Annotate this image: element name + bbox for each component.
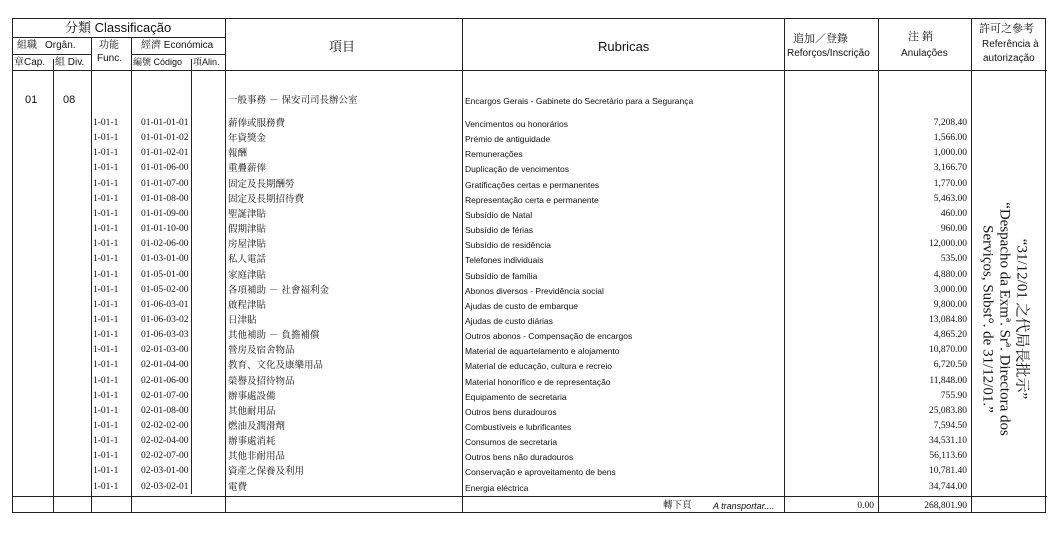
row-func: 1-01-1	[93, 163, 119, 174]
col-line	[91, 37, 92, 512]
row-rubrica-pt: Abonos diversos - Previdência social	[465, 285, 604, 296]
row-rubrica-pt: Telefones individuais	[465, 255, 544, 266]
row-code: 01-03-01-00	[141, 254, 189, 265]
row-code: 02-03-02-01	[141, 481, 189, 492]
row-item-cn: 其他非耐用品	[228, 451, 286, 463]
row-item-cn: 固定及長期招待費	[228, 193, 305, 205]
row-anulacao: 3,166.70	[933, 163, 967, 174]
row-item-cn: 資產之保養及利用	[228, 466, 305, 478]
row-func: 1-01-1	[93, 133, 119, 144]
header-line	[13, 70, 1047, 71]
row-anulacao: 4,865.20	[933, 330, 967, 341]
row-code: 02-02-07-00	[141, 451, 189, 462]
row-func: 1-01-1	[93, 178, 119, 189]
row-anulacao: 960.00	[940, 224, 967, 235]
row-code: 01-06-03-02	[141, 314, 189, 325]
group-name-pt: Encargos Gerais - Gabinete do Secretário para a Segurança	[465, 96, 694, 106]
classificacao-header: 分類 Classificação	[65, 20, 172, 35]
row-func: 1-01-1	[93, 345, 119, 356]
col-line	[53, 59, 54, 512]
budget-sheet	[12, 18, 1046, 513]
referencia-header-pt1: Referência à	[982, 39, 1039, 50]
codigo-header: 編號 Código	[133, 57, 183, 67]
row-anulacao: 535.00	[940, 254, 967, 265]
row-anulacao: 34,531.10	[929, 436, 967, 447]
col-line	[191, 59, 192, 494]
row-anulacao: 6,720.50	[933, 360, 967, 371]
referencia-header-pt2: autorização	[983, 53, 1035, 64]
cap-header: 章Cap.	[14, 57, 46, 68]
row-rubrica-pt: Vencimentos ou honorários	[465, 119, 569, 129]
row-func: 1-01-1	[93, 254, 119, 265]
row-item-cn: 固定及長期酬勞	[228, 178, 295, 190]
row-rubrica-pt: Gratificações certas e permanentes	[465, 179, 600, 190]
row-anulacao: 5,463.00	[933, 193, 967, 204]
anulacoes-header-cn: 注 銷	[908, 31, 934, 43]
anulacoes-total: 268,801.90	[924, 501, 967, 511]
row-code: 01-01-06-00	[141, 163, 189, 174]
row-func: 1-01-1	[93, 284, 119, 295]
row-func: 1-01-1	[93, 239, 119, 250]
row-anulacao: 1,770.00	[933, 178, 967, 189]
row-func: 1-01-1	[93, 314, 119, 325]
row-item-cn: 辦事處設備	[228, 390, 276, 402]
row-rubrica-pt: Subsídio de residência	[465, 240, 552, 251]
row-func: 1-01-1	[93, 421, 119, 431]
group-cap: 01	[25, 94, 38, 106]
row-anulacao: 7,208.40	[933, 118, 967, 128]
row-rubrica-pt: Consumos de secretaria	[465, 437, 558, 448]
funcional-header-cn: 功能	[99, 40, 119, 51]
row-func: 1-01-1	[93, 224, 119, 235]
col-line	[462, 19, 463, 512]
header-line	[131, 54, 225, 55]
row-item-cn: 教育、文化及康樂用品	[228, 360, 324, 372]
row-func: 1-01-1	[93, 299, 119, 310]
row-code: 01-01-01-01	[141, 118, 189, 128]
row-rubrica-pt: Combustíveis e lubrificantes	[465, 422, 572, 432]
row-func: 1-01-1	[93, 330, 119, 341]
row-code: 02-01-03-00	[141, 345, 189, 356]
row-rubrica-pt: Representação certa e permanente	[465, 194, 599, 205]
row-item-cn: 房屋津貼	[228, 239, 267, 251]
row-item-cn: 其他補助 － 負擔補償	[228, 330, 320, 342]
reforcos-header-pt: Reforços/Inscrição	[787, 48, 870, 59]
row-func: 1-01-1	[93, 390, 119, 401]
row-anulacao: 755.90	[940, 390, 967, 401]
authorization-line-3: Serviços, Subst°. de 31/12/01.”	[979, 225, 996, 413]
carry-label-pt: A transportar....	[713, 501, 775, 511]
row-anulacao: 10,870.00	[929, 345, 967, 356]
row-item-cn: 薪俸或服務費	[228, 118, 286, 129]
authorization-note	[979, 202, 1030, 436]
anulacoes-header-pt: Anulações	[901, 48, 948, 59]
organica-header-pt: Orgân.	[45, 40, 76, 51]
economica-header: 經濟 Económica	[141, 40, 214, 51]
row-code: 01-06-03-01	[141, 299, 189, 310]
row-func: 1-01-1	[93, 360, 119, 371]
row-rubrica-pt: Material honorífico e de representação	[465, 376, 611, 387]
row-rubrica-pt: Material de educação, cultura e recreio	[465, 361, 612, 372]
row-anulacao: 460.00	[940, 208, 967, 219]
row-anulacao: 10,781.40	[929, 466, 967, 477]
referencia-header-cn: 許可之參考	[979, 23, 1034, 35]
row-code: 01-01-08-00	[141, 193, 189, 204]
div-header: 組 Div.	[55, 57, 85, 68]
items-header-cn: 項目	[329, 39, 356, 54]
row-code: 01-05-01-00	[141, 269, 189, 280]
authorization-line-2: “Despacho da Exmª. Srª. Directora dos	[996, 202, 1013, 436]
row-anulacao: 56,113.60	[929, 451, 967, 462]
row-code: 01-01-01-02	[141, 133, 189, 144]
row-item-cn: 啟程津貼	[228, 299, 267, 311]
group-div: 08	[63, 94, 76, 106]
row-anulacao: 12,000.00	[929, 239, 967, 250]
row-code: 01-01-07-00	[141, 178, 189, 189]
row-code: 02-01-06-00	[141, 375, 189, 386]
row-anulacao: 9,800.00	[933, 299, 967, 310]
col-line	[784, 19, 785, 512]
row-code: 01-02-06-00	[141, 239, 189, 250]
row-func: 1-01-1	[93, 481, 119, 492]
row-anulacao: 1,000.00	[933, 148, 967, 159]
row-item-cn: 假期津貼	[228, 224, 267, 236]
row-item-cn: 家庭津貼	[228, 269, 267, 281]
row-anulacao: 3,000.00	[933, 284, 967, 295]
row-anulacao: 34,744.00	[929, 481, 967, 492]
row-item-cn: 私人電話	[228, 254, 267, 266]
reforcos-header-cn: 追加／登錄	[793, 33, 848, 45]
row-code: 01-01-02-01	[141, 148, 189, 159]
row-code: 01-01-09-00	[141, 208, 189, 219]
row-item-cn: 報酬	[228, 148, 248, 160]
row-anulacao: 1,566.00	[933, 133, 967, 144]
row-func: 1-01-1	[93, 193, 119, 204]
row-anulacao: 25,083.80	[929, 405, 967, 416]
row-item-cn: 日津貼	[228, 314, 257, 326]
row-rubrica-pt: Equipamento de secretaria	[465, 391, 567, 402]
row-rubrica-pt: Subsídio de férias	[465, 225, 534, 236]
row-code: 02-03-01-00	[141, 466, 189, 477]
row-code: 01-05-02-00	[141, 284, 189, 295]
row-item-cn: 其他耐用品	[228, 405, 276, 417]
group-name-cn: 一般事務 － 保安司司長辦公室	[228, 95, 358, 106]
row-func: 1-01-1	[93, 208, 119, 219]
funcional-header-pt: Func.	[97, 53, 123, 64]
row-rubrica-pt: Outros abonos - Compensação de encargos	[465, 331, 633, 342]
row-func: 1-01-1	[93, 375, 119, 386]
row-rubrica-pt: Subsídio de Natal	[465, 209, 533, 220]
row-rubrica-pt: Duplicação de vencimentos	[465, 164, 569, 175]
row-func: 1-01-1	[93, 466, 119, 477]
organica-header-cn: 組職	[17, 40, 37, 51]
row-rubrica-pt: Ajudas de custo de embarque	[465, 300, 578, 311]
row-rubrica-pt: Outros bens duradouros	[465, 406, 557, 417]
row-rubrica-pt: Conservação e aproveitamento de bens	[465, 467, 616, 478]
alin-header: 項Alin.	[193, 57, 220, 67]
row-func: 1-01-1	[93, 451, 119, 462]
header-line	[13, 37, 225, 38]
authorization-line-1: “31/12/01 之代局長批示”	[1013, 238, 1030, 400]
row-func: 1-01-1	[93, 436, 119, 447]
row-code: 02-02-04-00	[141, 436, 189, 447]
row-code: 02-01-07-00	[141, 390, 189, 401]
row-code: 02-02-02-00	[141, 421, 189, 431]
row-func: 1-01-1	[93, 405, 119, 416]
row-anulacao: 11,848.00	[929, 375, 967, 386]
header-line	[13, 54, 91, 55]
carry-label-cn: 轉下頁	[663, 500, 692, 511]
row-code: 01-01-10-00	[141, 224, 189, 235]
rubricas-header: Rubricas	[598, 39, 650, 54]
row-anulacao: 13,084.80	[929, 314, 967, 325]
row-item-cn: 營房及宿舍物品	[228, 345, 295, 357]
row-rubrica-pt: Material de aquartelamento e alojamento	[465, 346, 620, 357]
row-item-cn: 電費	[228, 481, 248, 493]
row-code: 01-06-03-03	[141, 330, 189, 341]
row-rubrica-pt: Outros bens não duradouros	[465, 452, 574, 463]
col-line	[225, 19, 226, 512]
row-item-cn: 燃油及潤滑劑	[228, 421, 286, 432]
row-code: 02-01-04-00	[141, 360, 189, 371]
row-item-cn: 年資獎金	[228, 133, 267, 145]
row-func: 1-01-1	[93, 269, 119, 280]
row-func: 1-01-1	[93, 148, 119, 159]
col-line	[971, 19, 972, 512]
row-rubrica-pt: Remunerações	[465, 149, 523, 160]
row-rubrica-pt: Prémio de antiguidade	[465, 134, 551, 145]
row-item-cn: 辦事處消耗	[228, 436, 276, 448]
authorization-text	[979, 202, 1030, 436]
row-anulacao: 7,594.50	[933, 421, 967, 431]
row-item-cn: 聖誕津貼	[228, 208, 267, 220]
row-item-cn: 榮譽及招待物品	[228, 375, 295, 387]
row-rubrica-pt: Ajudas de custo diárias	[465, 315, 553, 326]
row-func: 1-01-1	[93, 118, 119, 128]
row-rubrica-pt: Energia eléctrica	[465, 482, 529, 493]
row-rubrica-pt: Subsídio de família	[465, 270, 538, 281]
row-anulacao: 4,880.00	[933, 269, 967, 280]
footer-line	[13, 496, 1047, 497]
row-code: 02-01-08-00	[141, 405, 189, 416]
reforcos-total: 0.00	[857, 501, 874, 511]
col-line	[131, 37, 132, 512]
row-item-cn: 各項補助 － 社會福利金	[228, 284, 330, 296]
row-item-cn: 重疊薪俸	[228, 163, 267, 175]
